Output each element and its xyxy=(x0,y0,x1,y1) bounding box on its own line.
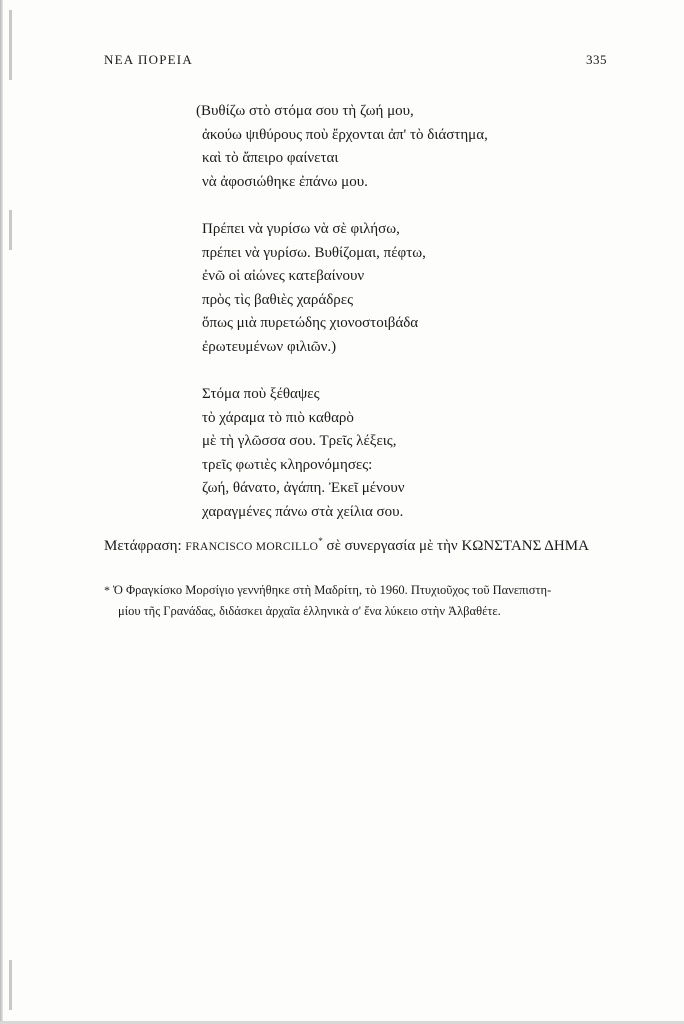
poem-line: Πρέπει νὰ γυρίσω νὰ σὲ φιλήσω, xyxy=(202,221,400,237)
translation-credit xyxy=(104,536,624,555)
footnote-line: μίου τῆς Γρανάδας, διδάσκει ἀρχαῖα ἑλληνικὰ σ' ἕνα λύκειο στὴν Ἀλβαθέτε. xyxy=(118,604,501,618)
footnote-ref: * xyxy=(318,536,323,546)
poem-line: ἀκούω ψιθύρους ποὺ ἔρχονται ἀπ' τὸ διάστημα, xyxy=(202,126,488,143)
scan-edge-left xyxy=(0,0,3,1024)
poem-line: ὅπως μιὰ πυρετώδης χιονοστοιβάδα xyxy=(202,315,419,331)
poem-line: τὸ χάραμα τὸ πιὸ καθαρὸ xyxy=(202,409,354,426)
poem-line: (Βυθίζω στὸ στόμα σου τὴ ζωή μου, xyxy=(196,103,414,119)
footnote xyxy=(104,580,624,622)
poem-line: ἐρωτευμένων φιλιῶν.) xyxy=(202,338,337,355)
poem-line: ζωή, θάνατο, ἀγάπη. Ἐκεῖ μένουν xyxy=(202,480,405,496)
credit-label: Μετάφραση: xyxy=(104,538,182,554)
running-header xyxy=(104,52,607,72)
credit-rest: σὲ συνεργασία μὲ τὴν ΚΩΝΣΤΑΝΣ ΔΗΜΑ xyxy=(326,538,589,554)
poem-line: μὲ τὴ γλῶσσα σου. Τρεῖς λέξεις, xyxy=(202,433,397,449)
poem-line: καὶ τὸ ἄπειρο φαίνεται xyxy=(202,150,339,166)
footnote-line xyxy=(104,580,624,601)
translator-name: FRANCISCO MORCILLO xyxy=(185,541,319,553)
scan-edge-mark xyxy=(9,210,12,250)
poem-line: Στόμα ποὺ ξέθαψες xyxy=(202,386,320,402)
poem-line: πρὸς τὶς βαθιὲς χαράδρες xyxy=(202,291,354,308)
page-number: 335 xyxy=(586,52,607,67)
poem-stanza xyxy=(196,218,616,359)
footnote-text: Ὁ Φραγκίσκο Μορσίγιο γεννήθηκε στὴ Μαδρίτη, τὸ 1960. Πτυχιοῦχος τοῦ Πανεπιστη- xyxy=(113,583,552,597)
poem-stanza xyxy=(196,383,616,524)
poem-stanza xyxy=(196,100,616,194)
journal-name: ΝΕΑ ΠΟΡΕΙΑ xyxy=(104,52,193,67)
poem-line: νὰ ἀφοσιώθηκε ἐπάνω μου. xyxy=(202,173,368,190)
poem xyxy=(196,100,616,548)
scan-edge-mark xyxy=(9,960,12,1010)
poem-line: χαραγμένες πάνω στὰ χείλια σου. xyxy=(202,503,404,520)
poem-line: ἐνῶ οἱ αἰώνες κατεβαίνουν xyxy=(202,268,365,284)
poem-line: πρέπει νὰ γυρίσω. Βυθίζομαι, πέφτω, xyxy=(202,244,426,261)
footnote-mark: * xyxy=(104,583,110,597)
scan-edge-mark xyxy=(9,10,12,80)
poem-line: τρεῖς φωτιὲς κληρονόμησες: xyxy=(202,456,373,473)
